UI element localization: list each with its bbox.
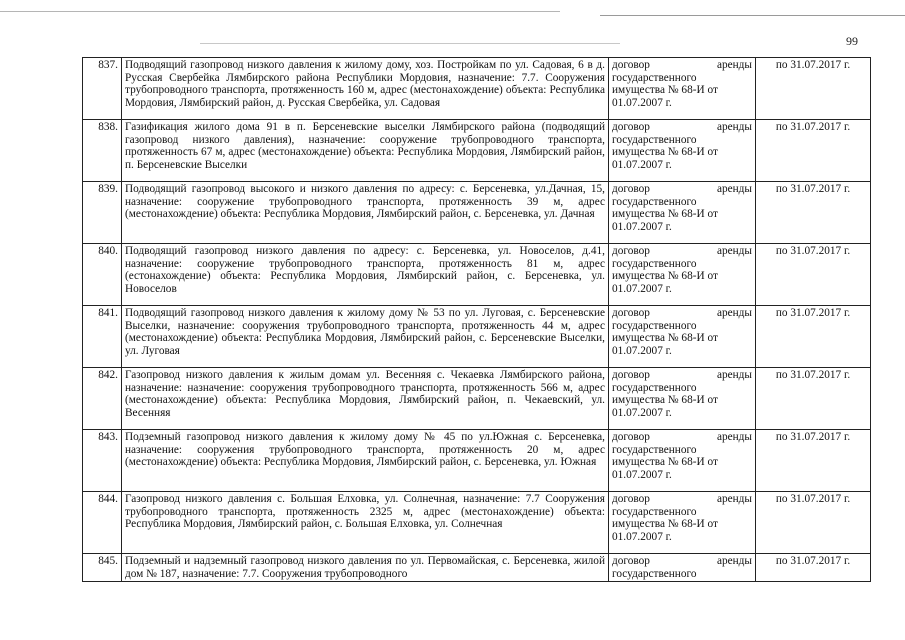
table-row: [83, 368, 871, 430]
doc-word-dogovor: договор: [612, 59, 650, 71]
doc-line: имущества № 68-И от: [612, 456, 718, 469]
doc-line: государственного: [612, 133, 697, 146]
row-number: 838.: [83, 120, 122, 182]
doc-line: государственного: [612, 567, 697, 580]
doc-line: 01.07.2007 г.: [612, 158, 672, 171]
row-number: 839.: [83, 182, 122, 244]
doc-line: государственного: [612, 71, 697, 84]
doc-line: имущества № 68-И от: [612, 146, 718, 159]
doc-line: имущества № 68-И от: [612, 394, 718, 407]
doc-line: 01.07.2007 г.: [612, 220, 672, 233]
basis-document: [609, 554, 756, 582]
lease-term: по 31.07.2017 г.: [756, 492, 871, 554]
row-number: 844.: [83, 492, 122, 554]
doc-line: государственного: [612, 195, 697, 208]
doc-word-dogovor: договор: [612, 369, 650, 381]
object-description: Подземный и надземный газопровод низкого давления по ул. Первомайская, с. Берсеневка, жилой дом № 187, назначение: 7.7. Сооружения трубопроводного: [122, 554, 609, 582]
object-description: Газопровод низкого давления с. Большая Елховка, ул. Солнечная, назначение: 7.7 Сооружения трубопроводного транспорта, протяженность 2325 м, адрес (местонахождение) объекта: Республика Мордовия, Лямбирский район, с. Большая Елховка, ул. Солнечная: [122, 492, 609, 554]
doc-word-arendy: аренды: [716, 555, 752, 567]
table-row: [83, 306, 871, 368]
doc-word-dogovor: договор: [612, 555, 650, 567]
basis-document: [609, 430, 756, 492]
row-number: 840.: [83, 244, 122, 306]
scan-artifact-line: [200, 43, 620, 44]
doc-line: 01.07.2007 г.: [612, 96, 672, 109]
object-description: Газопровод низкого давления к жилым домам ул. Весенняя с. Чекаевка Лямбирского района, назначение: назначение: сооружения трубопроводного транспорта, протяженность 566 м, адрес (местонахождение) объекта: Республика Мордовия, Лямбирский район, п. Чекаевский, ул. Весенняя: [122, 368, 609, 430]
table-row: [83, 182, 871, 244]
doc-word-arendy: аренды: [716, 245, 752, 257]
doc-word-dogovor: договор: [612, 307, 650, 319]
doc-word-arendy: аренды: [716, 121, 752, 133]
basis-document: [609, 120, 756, 182]
row-number: 843.: [83, 430, 122, 492]
doc-line: 01.07.2007 г.: [612, 282, 672, 295]
doc-line: 01.07.2007 г.: [612, 530, 672, 543]
doc-line: имущества № 68-И от: [612, 208, 718, 221]
doc-word-dogovor: договор: [612, 183, 650, 195]
table-row: [83, 492, 871, 554]
object-description: Подводящий газопровод низкого давления по адресу: с. Берсеневка, ул. Новоселов, д.41, назначение: сооружение трубопроводного транспорта, протяженность 81 м, адрес (естонахождение) объекта: Республика Мордовия, Лямбирский район, с. Берсеневка, ул. Новоселов: [122, 244, 609, 306]
object-description: Подводящий газопровод низкого давления к жилому дому, хоз. Постройкам по ул. Садовая, 6 в д. Русская Свербейка Лямбирского района Республики Мордовия, назначение: 7.7. Сооружения трубопроводного транспорта, протяженность 160 м, адрес (местонахождение) объекта: Республика Мордовия, Лямбирский район, д. Русская Свербейка, ул. Садовая: [122, 58, 609, 120]
basis-document: [609, 182, 756, 244]
doc-line: имущества № 68-И от: [612, 84, 718, 97]
doc-line: государственного: [612, 381, 697, 394]
doc-line: имущества № 68-И от: [612, 270, 718, 283]
doc-word-arendy: аренды: [716, 59, 752, 71]
table-row: [83, 120, 871, 182]
table-row: [83, 244, 871, 306]
doc-line: государственного: [612, 257, 697, 270]
doc-word-arendy: аренды: [716, 369, 752, 381]
doc-line: 01.07.2007 г.: [612, 406, 672, 419]
page-number: 99: [846, 34, 858, 48]
row-number: 845.: [83, 554, 122, 582]
doc-word-dogovor: договор: [612, 493, 650, 505]
doc-line: 01.07.2007 г.: [612, 344, 672, 357]
doc-word-arendy: аренды: [716, 183, 752, 195]
object-description: Подводящий газопровод низкого давления к жилому дому № 53 по ул. Луговая, с. Берсеневские Выселки, назначение: сооружения трубопроводного транспорта, протяженность 44 м, адрес (местонахождение) объекта: Республика Мордовия, Лямбирский район, с. Берсеневские Выселки, ул. Луговая: [122, 306, 609, 368]
table-row: [83, 58, 871, 120]
table-row: [83, 554, 871, 582]
object-description: Подводящий газопровод высокого и низкого давления по адресу: с. Берсеневка, ул.Дачная, 15, назначение: сооружение трубопроводного транспорта, протяженность 39 м, адрес (местонахождение) объекта: Республика Мордовия, Лямбирский район, с. Берсеневка, ул. Дачная: [122, 182, 609, 244]
doc-word-arendy: аренды: [716, 493, 752, 505]
doc-line: имущества № 68-И от: [612, 332, 718, 345]
lease-term: по 31.07.2017 г.: [756, 244, 871, 306]
table-row: [83, 430, 871, 492]
property-registry-table: [82, 57, 871, 582]
doc-line: государственного: [612, 505, 697, 518]
object-description: Подземный газопровод низкого давления к жилому дому № 45 по ул.Южная с. Берсеневка, назначение: сооружения трубопроводного транспорта, протяженность 20 м, адрес (местонахождение) объекта: Республика Мордовия, Лямбирский район, с. Берсеневка, ул. Южная: [122, 430, 609, 492]
basis-document: [609, 368, 756, 430]
lease-term: по 31.07.2017 г.: [756, 182, 871, 244]
row-number: 837.: [83, 58, 122, 120]
basis-document: [609, 244, 756, 306]
scan-artifact-line: [0, 11, 560, 12]
doc-word-dogovor: договор: [612, 431, 650, 443]
basis-document: [609, 492, 756, 554]
basis-document: [609, 306, 756, 368]
object-description: Газификация жилого дома 91 в п. Берсеневские выселки Лямбирского района (подводящий газопровод низкого давления), назначение: сооружение трубопроводного транспорта, протяженность 67 м, адрес (местонахождение) объекта: Республика Мордовия, Лямбирский район, п. Берсеневские Выселки: [122, 120, 609, 182]
basis-document: [609, 58, 756, 120]
scan-artifact-line: [600, 15, 905, 16]
lease-term: по 31.07.2017 г.: [756, 306, 871, 368]
lease-term: по 31.07.2017 г.: [756, 58, 871, 120]
lease-term: по 31.07.2017 г.: [756, 368, 871, 430]
doc-word-dogovor: договор: [612, 121, 650, 133]
lease-term: по 31.07.2017 г.: [756, 120, 871, 182]
doc-line: имущества № 68-И от: [612, 518, 718, 531]
row-number: 842.: [83, 368, 122, 430]
row-number: 841.: [83, 306, 122, 368]
doc-line: государственного: [612, 443, 697, 456]
doc-line: государственного: [612, 319, 697, 332]
doc-word-arendy: аренды: [716, 431, 752, 443]
doc-word-dogovor: договор: [612, 245, 650, 257]
doc-word-arendy: аренды: [716, 307, 752, 319]
lease-term: по 31.07.2017 г.: [756, 430, 871, 492]
lease-term: по 31.07.2017 г.: [756, 554, 871, 582]
doc-line: 01.07.2007 г.: [612, 468, 672, 481]
